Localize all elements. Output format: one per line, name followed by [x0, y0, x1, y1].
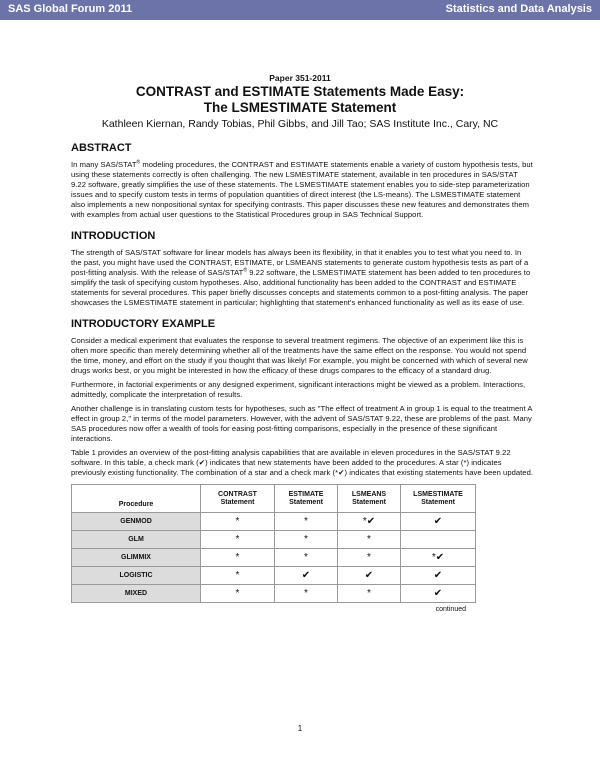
- table-cell: *✔: [401, 549, 476, 567]
- procedure-cell: GENMOD: [72, 513, 201, 531]
- table-cell: *: [201, 549, 275, 567]
- introduction-heading: INTRODUCTION: [71, 230, 156, 242]
- table-row: [72, 585, 476, 603]
- table-cell: ✔: [401, 567, 476, 585]
- table-row: [72, 567, 476, 585]
- conference-name: SAS Global Forum 2011: [8, 3, 133, 15]
- table-row: [72, 549, 476, 567]
- star-icon: *: [463, 458, 467, 467]
- procedure-cell: GLIMMIX: [72, 549, 201, 567]
- intro-example-heading: INTRODUCTORY EXAMPLE: [71, 318, 216, 330]
- page-number: 1: [297, 724, 303, 733]
- table-cell: *: [338, 585, 401, 603]
- authors: Kathleen Kiernan, Randy Tobias, Phil Gibbs, and Jill Tao; SAS Institute Inc., Cary, NC: [101, 118, 499, 130]
- procedure-cell: LOGISTIC: [72, 567, 201, 585]
- table-cell: *: [201, 513, 275, 531]
- paragraph: Furthermore, in factorial experiments or any designed experiment, significant interactions might be viewed as a problem. Interactions, admittedly, complicate the interpretation of results.: [71, 380, 526, 399]
- introduction-section: [71, 230, 534, 308]
- table-row: [72, 513, 476, 531]
- table-continued-note: continued: [435, 606, 466, 613]
- table-cell: *: [201, 567, 275, 585]
- paragraph: Consider a medical experiment that evaluates the response to several treatment regimens. The objective of an experiment like this is often more specific than merely determining whether all of the treatments have the same effect on the response. You would not spend the time, money, and effort on the study if you thought that was likely! For example, you might be concerned with which of several new drugs works best, or you might be interested in how the efficacy of these drugs compares to the efficacy of a standard drug.: [71, 336, 528, 375]
- paragraph: Table 1 provides an overview of the post-fitting analysis capabilities that are available in eleven procedures in the SAS/STAT 9.22 software. In this table, a check mark (✔) indicates that new statements have been added to the procedures. A star (*) indicates previously existing functionality. The combination of a star and a check mark (*✔) indicates that existing statements have been updated.: [71, 448, 534, 477]
- intro-example-section: [71, 318, 534, 613]
- abstract-section: [71, 142, 534, 220]
- registered-mark: ®: [243, 267, 248, 274]
- table-cell: ✔: [401, 585, 476, 603]
- procedure-cell: MIXED: [72, 585, 201, 603]
- check-icon: ✔: [198, 458, 206, 467]
- track-name: Statistics and Data Analysis: [445, 3, 592, 15]
- table-cell: *: [275, 531, 338, 549]
- star-check-icon: *✔: [335, 468, 345, 477]
- table-cell: *: [201, 531, 275, 549]
- registered-mark: ®: [136, 159, 141, 166]
- table-cell: *: [338, 549, 401, 567]
- table-cell: [401, 531, 476, 549]
- table-cell: ✔: [275, 567, 338, 585]
- body-content: [71, 142, 534, 623]
- table-cell: ✔: [338, 567, 401, 585]
- paper-number: Paper 351-2011: [269, 73, 331, 83]
- table-cell: *: [201, 585, 275, 603]
- table-cell: *: [275, 549, 338, 567]
- table-cell: *: [275, 585, 338, 603]
- introduction-text: The strength of SAS/STAT software for linear models has always been its flexibility, in that it enables you to test what you need to. In the past, you might have used the CONTRAST, ESTIMATE, or LSMEANS statements to generate custom hypothesis tests as part of a post-fitting analysis. With the release of SAS/STAT® 9.22 software, the LSMESTIMATE statement has been added to ten procedures to simplify the task of specifying custom hypotheses. Also, additional functionality has been added to the CONTRAST and ESTIMATE statements for several procedures. This paper briefly discusses concepts and statements common to a post-fitting analysis. The paper showcases the LSMESTIMATE statement in particular; highlighting that statement's enhanced functionality as well as its ease of use.: [71, 248, 531, 307]
- paper-title: [0, 84, 600, 116]
- column-header: LSMEANS Statement: [338, 485, 401, 513]
- abstract-heading: ABSTRACT: [71, 142, 132, 154]
- column-header: Procedure: [72, 485, 201, 513]
- title-line-2: The LSMESTIMATE Statement: [203, 100, 397, 115]
- column-header: ESTIMATE Statement: [275, 485, 338, 513]
- table-cell: *✔: [338, 513, 401, 531]
- column-header: LSMESTIMATE Statement: [401, 485, 476, 513]
- abstract-text: In many SAS/STAT® modeling procedures, the CONTRAST and ESTIMATE statements enable a variety of custom hypothesis tests, but using these statements correctly is often challenging. The new LSMESTIMATE statement, available in ten procedures in SAS/STAT 9.22 software, greatly simplifies the use of these statements. The LSMESTIMATE statement enables you to side-step parameterization issues and to specify custom tests in terms of population quantities of direct interest (the LS-means). The LSMESTIMATE statement also implements a new nonpositional syntax for specifying contrasts. This paper discusses these new features and demonstrates them with examples from actual user questions to the Statistical Procedures group in SAS Technical Support.: [71, 159, 533, 219]
- paragraph: Another challenge is in translating custom tests for hypotheses, such as "The effect of treatment A in group 1 is equal to the treatment A effect in group 2," in terms of the model parameters. However, with the advent of SAS/STAT 9.22, these are problems of the past. Many SAS procedures now offer a wealth of tools for easing post-fitting comparisons, especially in the presence of these significant interactions.: [71, 404, 533, 443]
- procedure-cell: GLM: [72, 531, 201, 549]
- table-cell: *: [338, 531, 401, 549]
- capabilities-table: [71, 484, 476, 603]
- table-cell: ✔: [401, 513, 476, 531]
- column-header: CONTRAST Statement: [201, 485, 275, 513]
- table-cell: *: [275, 513, 338, 531]
- title-line-1: CONTRAST and ESTIMATE Statements Made Easy:: [135, 84, 465, 99]
- header-banner: [0, 0, 600, 20]
- table-header-row: [72, 485, 476, 513]
- table-row: [72, 531, 476, 549]
